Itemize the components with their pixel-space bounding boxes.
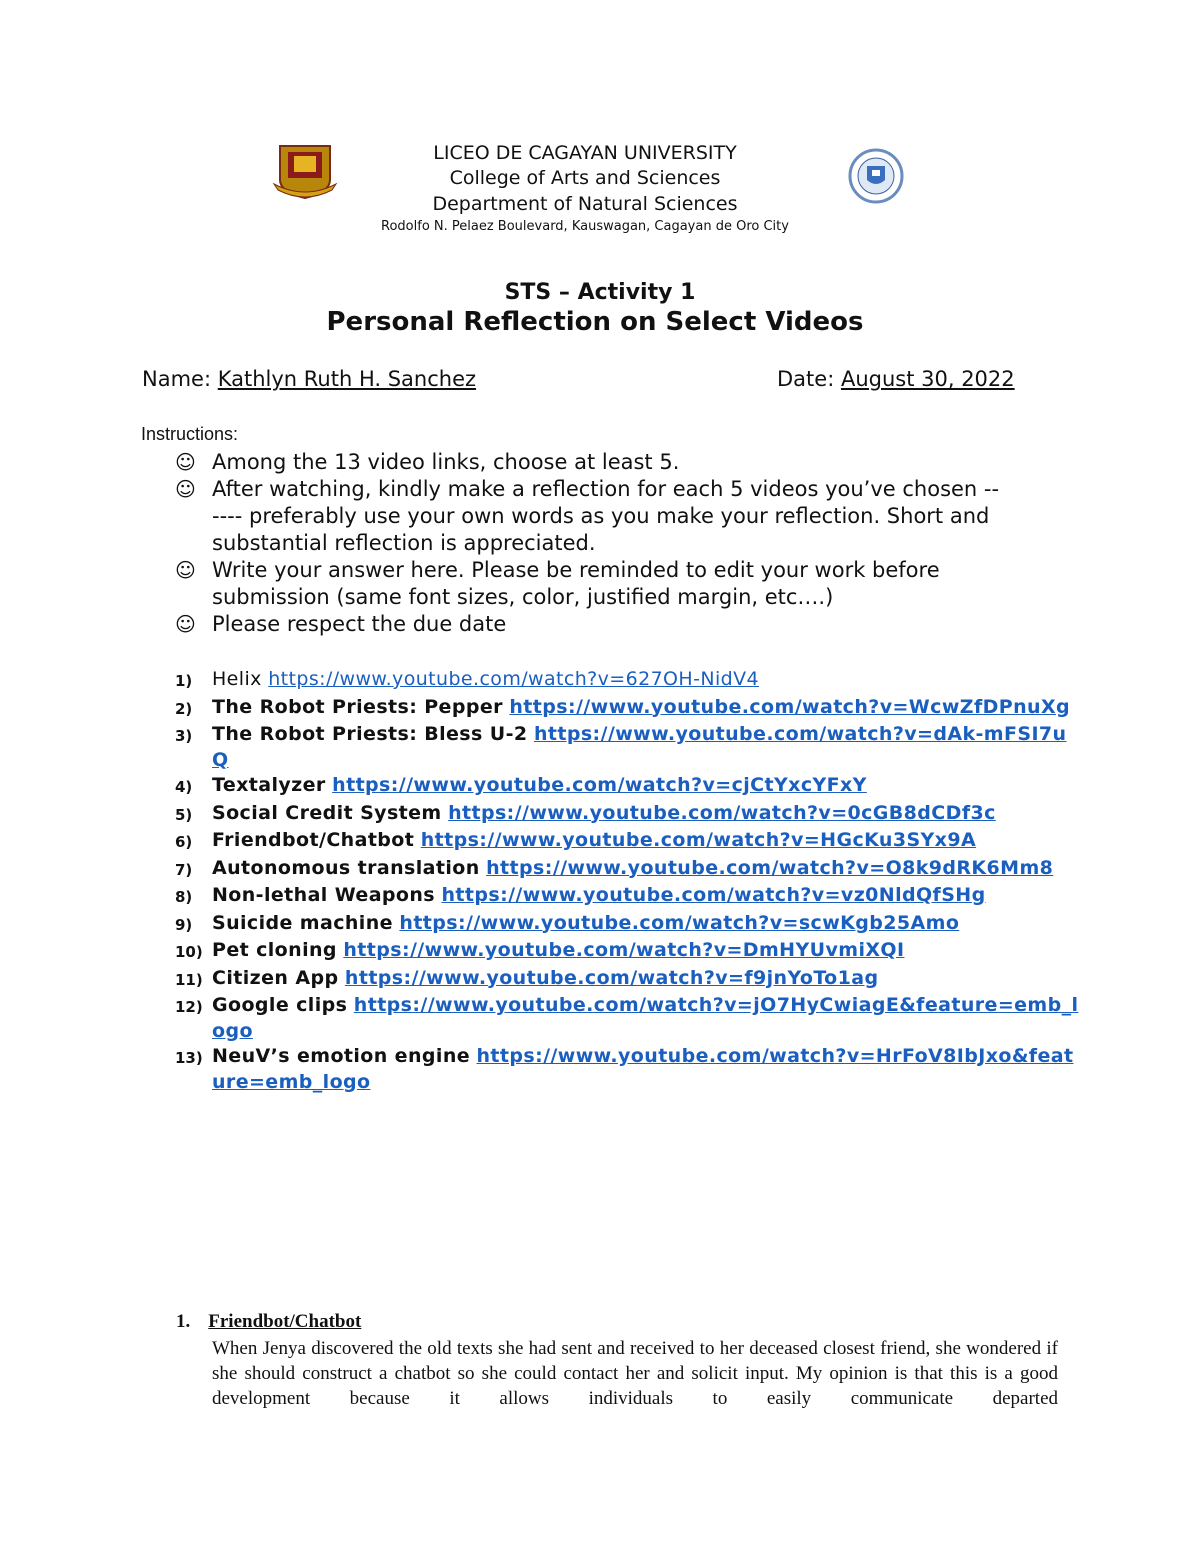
department-name: Department of Natural Sciences — [432, 193, 738, 215]
video-link-item — [175, 828, 1095, 856]
video-title: Friendbot/Chatbot — [212, 829, 415, 851]
date-value: August 30, 2022 — [840, 367, 1015, 391]
video-link-item — [175, 695, 1095, 723]
video-link-item — [175, 773, 1095, 801]
video-url-link[interactable]: https://www.youtube.com/watch?v=627OH-NidV4 — [268, 668, 759, 690]
item-number: 6) — [175, 833, 193, 851]
item-number: 1) — [175, 672, 193, 690]
video-link-item — [175, 883, 1095, 911]
video-link-item — [175, 993, 1095, 1044]
instruction-item — [175, 449, 1075, 476]
university-crest-logo — [272, 140, 338, 202]
reflection-heading — [176, 1311, 361, 1333]
item-number: 2) — [175, 699, 193, 718]
video-links-list — [175, 667, 1095, 1095]
university-name: LICEO DE CAGAYAN UNIVERSITY — [433, 142, 737, 164]
video-link-item — [175, 667, 1095, 695]
video-title: Helix — [212, 668, 262, 690]
instruction-item — [175, 476, 1075, 557]
video-url-link[interactable]: https://www.youtube.com/watch?v=0cGB8dCDf3c — [448, 801, 996, 824]
video-title: Citizen App — [212, 966, 339, 989]
instruction-text: Please respect the due date — [212, 612, 507, 636]
name-value: Kathlyn Ruth H. Sanchez — [217, 367, 477, 391]
item-number: 4) — [175, 778, 193, 796]
smiley-icon: ☺ — [175, 450, 196, 474]
video-url-link[interactable]: https://www.youtube.com/watch?v=jO7HyCwiagE&feature=emb_logo — [212, 994, 1079, 1042]
video-title: Suicide machine — [212, 911, 393, 934]
video-url-link[interactable]: https://www.youtube.com/watch?v=DmHYUvmiXQI — [343, 939, 905, 961]
video-url-link[interactable]: https://www.youtube.com/watch?v=f9jnYoTo1ag — [344, 966, 879, 989]
instruction-item — [175, 611, 1075, 638]
instructions-list — [175, 449, 1075, 638]
reflection-text: When Jenya discovered the old texts she had sent and received to her deceased closest friend, she wondered if she should construct a chatbot so she could contact her and solicit input. My opinion is that this is a good development because it allows individuals to easily communicate departed — [212, 1338, 1058, 1409]
video-link-item — [175, 1044, 1095, 1095]
video-title: Textalyzer — [212, 774, 326, 796]
name-label: Name: — [142, 367, 218, 391]
video-title: The Robot Priests: Pepper — [212, 695, 503, 718]
video-link-item — [175, 856, 1095, 884]
item-number: 12) — [175, 998, 203, 1016]
video-url-link[interactable]: https://www.youtube.com/watch?v=O8k9dRK6Mm8 — [486, 856, 1054, 879]
item-number: 9) — [175, 915, 193, 934]
video-link-item — [175, 938, 1095, 966]
video-title: Autonomous translation — [212, 856, 480, 879]
video-url-link[interactable]: https://www.youtube.com/watch?v=vz0NldQfSHg — [441, 884, 986, 906]
video-title: Non-lethal Weapons — [212, 884, 436, 906]
video-url-link[interactable]: https://www.youtube.com/watch?v=cjCtYxcYFxY — [332, 774, 867, 796]
video-url-link[interactable]: https://www.youtube.com/watch?v=scwKgb25Amo — [399, 911, 960, 934]
reflection-title: Friendbot/Chatbot — [208, 1311, 362, 1332]
video-title: NeuV’s emotion engine — [212, 1045, 471, 1067]
name-field — [142, 367, 476, 391]
item-number: 13) — [175, 1049, 203, 1067]
video-title: Social Credit System — [212, 801, 442, 824]
document-title: Personal Reflection on Select Videos — [326, 307, 864, 337]
item-number: 5) — [175, 805, 193, 824]
instruction-item — [175, 557, 1075, 611]
video-url-link[interactable]: https://www.youtube.com/watch?v=WcwZfDPnuXg — [509, 695, 1071, 718]
instruction-text: Write your answer here. Please be reminded to edit your work before submission (same font sizes, color, justified margin, etc….) — [212, 558, 940, 609]
instruction-text: After watching, kindly make a reflection for each 5 videos you’ve chosen ------ preferably use your own words as you make your reflection. Short and substantial reflection is appreciated. — [212, 477, 1000, 555]
smiley-icon: ☺ — [175, 477, 196, 501]
video-title: The Robot Priests: Bless U-2 — [212, 723, 528, 745]
video-url-link[interactable]: https://www.youtube.com/watch?v=HrFoV8IbJxo&feature=emb_logo — [212, 1045, 1074, 1093]
college-seal-logo — [845, 148, 907, 204]
video-link-item — [175, 966, 1095, 994]
item-number: 10) — [175, 943, 203, 961]
video-url-link[interactable]: https://www.youtube.com/watch?v=HGcKu3SYx9A — [420, 829, 977, 851]
university-address: Rodolfo N. Pelaez Boulevard, Kauswagan, Cagayan de Oro City — [381, 219, 789, 234]
instructions-label: Instructions: — [141, 424, 239, 444]
activity-title: STS – Activity 1 — [504, 280, 696, 305]
item-number: 3) — [175, 727, 193, 745]
item-number: 7) — [175, 860, 193, 879]
item-number: 11) — [175, 970, 203, 989]
date-label: Date: — [777, 367, 841, 391]
college-name: College of Arts and Sciences — [449, 167, 721, 189]
video-link-item — [175, 801, 1095, 829]
video-title: Google clips — [212, 994, 348, 1016]
video-url-link[interactable]: https://www.youtube.com/watch?v=dAk-mFSI7uQ — [212, 723, 1067, 771]
smiley-icon: ☺ — [175, 612, 196, 636]
video-link-item — [175, 911, 1095, 939]
instruction-text: Among the 13 video links, choose at least 5. — [212, 450, 680, 474]
date-field — [777, 367, 1015, 391]
smiley-icon: ☺ — [175, 558, 196, 582]
reflection-number: 1. — [176, 1311, 191, 1332]
video-link-item — [175, 722, 1095, 773]
video-title: Pet cloning — [212, 939, 337, 961]
item-number: 8) — [175, 888, 193, 906]
